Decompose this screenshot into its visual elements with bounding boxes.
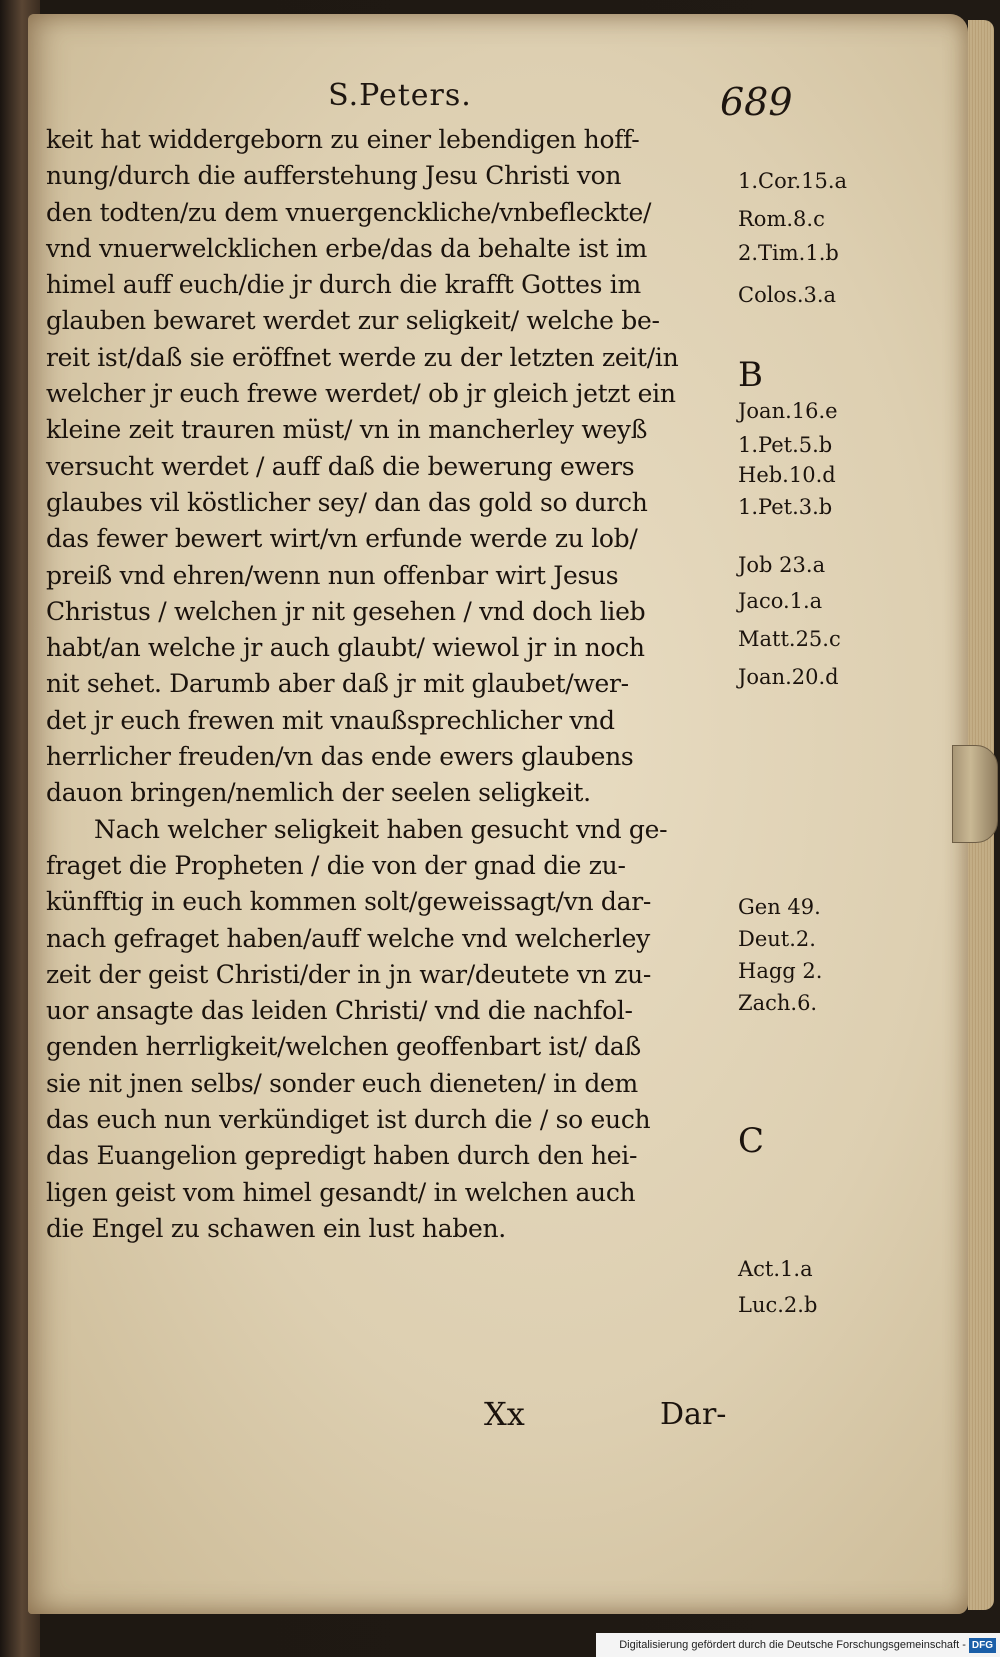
margin-note: 1.Pet.3.b <box>738 495 833 519</box>
text-line: zeit der geist Christi/der in jn war/deutete vn zu- <box>46 959 652 989</box>
text-line: habt/an welche jr auch glaubt/ wiewol jr in noch <box>46 633 645 663</box>
text-line: det jr euch frewen mit vnaußsprechlicher vnd <box>46 705 615 735</box>
text-line: glauben bewaret werdet zur seligkeit/ welche be- <box>46 306 660 336</box>
margin-note: Joan.20.d <box>738 665 839 689</box>
margin-note: Joan.16.e <box>738 399 838 423</box>
margin-note: Rom.8.c <box>738 207 825 231</box>
text-line: Nach welcher seligkeit haben gesucht vnd ge- <box>94 814 668 844</box>
margin-note: B <box>738 355 763 395</box>
margin-note: 2.Tim.1.b <box>738 241 839 265</box>
margin-note: C <box>738 1121 765 1161</box>
margin-note: Zach.6. <box>738 991 818 1015</box>
margin-note: Act.1.a <box>738 1257 813 1281</box>
page-tab-marker <box>952 745 998 843</box>
catchword: Dar- <box>660 1397 727 1432</box>
credit-text: Digitalisierung gefördert durch die Deutsche Forschungsgemeinschaft - <box>619 1639 966 1651</box>
text-line: fraget die Propheten / die von der gnad die zu- <box>46 850 626 880</box>
page-number: 689 <box>720 80 793 124</box>
text-line: Christus / welchen jr nit gesehen / vnd doch lieb <box>46 596 646 626</box>
margin-note: 1.Pet.5.b <box>738 433 833 457</box>
text-line: himel auff euch/die jr durch die krafft Gottes im <box>46 270 641 300</box>
margin-note: Jaco.1.a <box>738 589 823 613</box>
text-line: nit sehet. Darumb aber daß jr mit glaubet/wer- <box>46 669 629 699</box>
text-line: genden herrligkeit/welchen geoffenbart ist/ daß <box>46 1032 641 1062</box>
text-line: kleine zeit trauren müst/ vn in mancherley weyß <box>46 415 648 445</box>
margin-note: Colos.3.a <box>738 283 837 307</box>
margin-note: Job 23.a <box>738 553 826 577</box>
text-line: preiß vnd ehren/wenn nun offenbar wirt Jesus <box>46 560 619 590</box>
text-line: keit hat widdergeborn zu einer lebendigen hoff- <box>46 125 640 154</box>
text-line: versucht werdet / auff daß die bewerung ewers <box>46 451 635 481</box>
text-line: die Engel zu schawen ein lust haben. <box>46 1213 506 1243</box>
margin-note: Hagg 2. <box>738 959 823 983</box>
text-line: uor ansagte das leiden Christi/ vnd die nachfol- <box>46 996 633 1026</box>
margin-note: Heb.10.d <box>738 463 836 487</box>
text-line: reit ist/daß sie eröffnet werde zu der letzten zeit/in <box>46 342 679 372</box>
margin-note: Luc.2.b <box>738 1293 818 1317</box>
text-line: ligen geist vom himel gesandt/ in welchen auch <box>46 1177 636 1207</box>
margin-note: Matt.25.c <box>738 627 841 651</box>
main-text <box>46 122 736 1247</box>
text-line: glaubes vil köstlicher sey/ dan das gold so durch <box>46 487 648 517</box>
margin-note: Gen 49. <box>738 895 821 919</box>
text-line: das fewer bewert wirt/vn erfunde werde zu lob/ <box>46 524 638 554</box>
digitization-credit <box>596 1633 1000 1657</box>
text-line: den todten/zu dem vnuergenckliche/vnbefleckte/ <box>46 197 652 227</box>
running-header: S.Peters. <box>328 78 472 113</box>
dfg-logo: DFG <box>969 1638 996 1653</box>
text-line: herrlicher freuden/vn das ende ewers glaubens <box>46 742 634 772</box>
text-line: künfftig in euch kommen solt/geweissagt/vn dar- <box>46 887 652 917</box>
text-line: das euch nun verkündiget ist durch die / so euch <box>46 1105 651 1135</box>
text-line: dauon bringen/nemlich der seelen seligkeit. <box>46 778 591 808</box>
signature-mark: Xx <box>484 1395 525 1433</box>
text-line: vnd vnuerwelcklichen erbe/das da behalte ist im <box>46 233 648 263</box>
text-line: das Euangelion gepredigt haben durch den hei- <box>46 1141 638 1171</box>
text-line: nung/durch die aufferstehung Jesu Christi von <box>46 161 622 191</box>
margin-note: Deut.2. <box>738 927 816 951</box>
margin-note: 1.Cor.15.a <box>738 169 848 193</box>
text-line: sie nit jnen selbs/ sonder euch dieneten/ in dem <box>46 1068 638 1098</box>
text-line: welcher jr euch frewe werdet/ ob jr gleich jetzt ein <box>46 379 676 409</box>
text-line: nach gefraget haben/auff welche vnd welcherley <box>46 923 650 953</box>
